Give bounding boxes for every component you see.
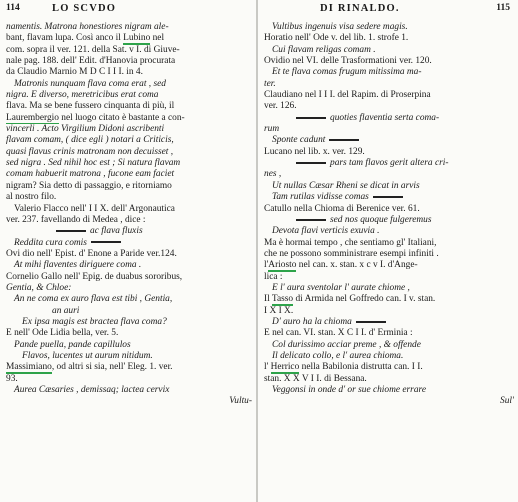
left-running-head: LO SCVDO	[52, 3, 117, 14]
left-text-line: Laurembergio nel luogo citato è bastante a con-	[6, 112, 185, 123]
right-text-line: Lucano nel lib. x. ver. 129.	[264, 146, 365, 157]
left-text-line: flavam comam, ( dice egli ) notari a Criticis,	[6, 135, 174, 146]
right-text-line: Cui flavam religas comam .	[272, 44, 376, 55]
highlighted-name: Tasso	[271, 294, 294, 305]
right-running-head: DI RINALDO.	[320, 3, 400, 14]
right-page-header	[258, 0, 518, 18]
right-text-line: nes ,	[264, 169, 282, 180]
right-text-line: E l' aura sventolar l' aurate chiome ,	[272, 282, 410, 293]
left-page	[0, 0, 256, 502]
right-text-line: rum	[264, 124, 280, 135]
quote-dash-rule	[329, 139, 359, 141]
left-text-line: ac flava fluxis	[6, 226, 252, 237]
quote-dash-rule	[373, 196, 403, 198]
left-text-line: Gentia, & Chloe:	[6, 282, 72, 293]
right-page-number: 115	[496, 3, 510, 13]
right-text-line: Col durissimo acciar preme , & offende	[272, 339, 421, 350]
left-text-line: Ovi dio nell' Epist. d' Enone a Paride ver.124.	[6, 248, 177, 259]
left-text-line: namentis. Matrona honestiores nigram ale-	[6, 22, 169, 32]
highlighted-name: Lubino	[123, 33, 151, 44]
left-text-line: Flavos, lucentes ut aurum nitidum.	[22, 350, 153, 361]
quote-dash-rule	[91, 241, 121, 243]
left-text-body	[6, 22, 252, 408]
right-text-line: ver. 126.	[264, 101, 297, 112]
left-text-line: Aurea Cæsaries , demissaq; lactea cervix	[14, 385, 170, 395]
left-text-line: Reddita cura comis	[6, 238, 252, 249]
left-text-line: da Claudio Marnio M D C I I I. in 4.	[6, 67, 143, 78]
right-text-line: ter.	[264, 78, 276, 89]
right-text-line: Claudiano nel I I I. del Rapim. di Proserpina	[264, 90, 431, 101]
highlighted-name: Massimiano	[6, 362, 52, 373]
right-text-line: Devota flavi verticis exuvia .	[272, 226, 380, 237]
right-text-line: Tam rutilas vidisse comas	[264, 192, 514, 203]
right-text-line: Veggonsi in onde d' or sue chiome errare	[272, 385, 426, 395]
left-text-line: comam habuerit matrona , fucone eam faciet	[6, 169, 175, 180]
left-text-line: sed nigra . Sed nihil hoc est ; Si natura flavam	[6, 158, 181, 169]
right-text-line: sed nos quoque fulgeremus	[264, 215, 514, 226]
right-text-line: pars tam flavos gerit altera cri-	[264, 158, 514, 169]
right-text-line: Vultibus ingenuis visa sedere magis.	[272, 22, 408, 32]
quote-dash-rule	[296, 219, 326, 221]
right-text-line: quoties flaventia serta coma-	[264, 113, 514, 124]
left-text-line: Ex ipsa magis est bractea flava coma?	[22, 316, 167, 327]
quote-dash-rule	[56, 230, 86, 232]
right-text-line: Ut nullas Cæsar Rheni se dicat in arvis	[272, 180, 420, 191]
right-text-line: Sul'	[500, 396, 514, 407]
left-text-line: Pande puella, pande capillulos	[14, 339, 131, 350]
left-text-line: Cornelio Gallo nell' Epig. de duabus sororibus,	[6, 271, 183, 282]
left-page-header	[0, 0, 256, 18]
right-page	[258, 0, 518, 502]
right-text-line: Sponte cadunt	[264, 135, 514, 146]
left-text-line: Valerio Flacco nell' I I X. dell' Argonautica	[14, 203, 175, 214]
left-text-line: nigra. E diverso, meretricibus erat coma	[6, 90, 159, 101]
right-text-line: E nel can. VI. stan. X C I I. d' Erminia :	[264, 328, 413, 339]
right-text-line: l' Herrico nella Babilonia distrutta can. I I.	[264, 362, 423, 373]
highlighted-name: Herrico	[270, 362, 300, 373]
left-text-line: An ne coma ex auro flava est tibi , Gentia,	[14, 294, 173, 305]
right-text-line: Ma è hormai tempo , che sentiamo gl' Italiani,	[264, 237, 437, 248]
right-text-line: Catullo nella Chioma di Berenice ver. 61.	[264, 203, 420, 214]
highlighted-name: Laurembergio	[6, 112, 59, 123]
left-page-number: 114	[6, 3, 20, 13]
right-text-line: che ne possono somministrare esempi infiniti .	[264, 248, 439, 259]
left-text-line: Massimiano, od altri si sia, nell' Eleg. 1. ver.	[6, 362, 173, 373]
quote-dash-rule	[296, 162, 326, 164]
right-text-line: I X I X.	[264, 305, 294, 316]
highlighted-name: Ariosto	[268, 260, 297, 271]
left-text-line: E nell' Ode Lidia bella, ver. 5.	[6, 328, 119, 339]
right-text-line: lica :	[264, 271, 283, 282]
right-text-body	[264, 22, 514, 408]
right-text-line: Ovidio nel VI. delle Trasformationi ver. 120.	[264, 56, 432, 67]
right-text-line: Horatio nell' Ode v. del lib. 1. strofe 1.	[264, 33, 409, 44]
left-text-line: com. sopra il ver. 121. della Sat. v I. di Giuve-	[6, 44, 180, 55]
right-text-line: Et te flava comas frugum mitissima ma-	[272, 67, 422, 78]
left-text-line: At mihi flaventes diriguere coma .	[14, 260, 142, 271]
left-text-line: Matronis nunquam flava coma erat , sed	[14, 78, 166, 89]
left-text-line: ver. 237. favellando di Medea , dice :	[6, 214, 146, 225]
left-text-line: vincerli . Acto Virgilium Didoni ascribenti	[6, 124, 165, 135]
right-text-line: Il Tasso di Armida nel Goffredo can. I v. stan.	[264, 294, 436, 305]
left-text-line: al nostro filo.	[6, 192, 57, 203]
right-text-line: Il delicato collo, e l' aurea chioma.	[272, 350, 404, 361]
left-text-line: flava. Ma se bene fussero cinquanta di più, il	[6, 101, 175, 112]
right-text-line: stan. X X V I I. di Bessana.	[264, 373, 367, 384]
left-text-line: quasi flavus crinis matronam non decuisset ,	[6, 146, 174, 157]
left-text-line: an auri	[52, 305, 80, 316]
quote-dash-rule	[356, 321, 386, 323]
left-text-line: 93.	[6, 373, 18, 384]
left-text-line: bant, flavam lupa. Così anco il Lubino nel	[6, 33, 165, 44]
quote-dash-rule	[296, 117, 326, 119]
left-text-line: nale pag. 188. dell' Edit. d'Hanovia procurata	[6, 56, 176, 67]
left-text-line: Vultu-	[229, 396, 252, 407]
right-text-line: D' auro ha la chioma	[264, 317, 514, 328]
right-text-line: l'Ariosto nel can. x. stan. x c v I. d'Ange-	[264, 260, 418, 271]
left-text-line: nigram? Sia detto di passaggio, e ritorniamo	[6, 180, 172, 191]
